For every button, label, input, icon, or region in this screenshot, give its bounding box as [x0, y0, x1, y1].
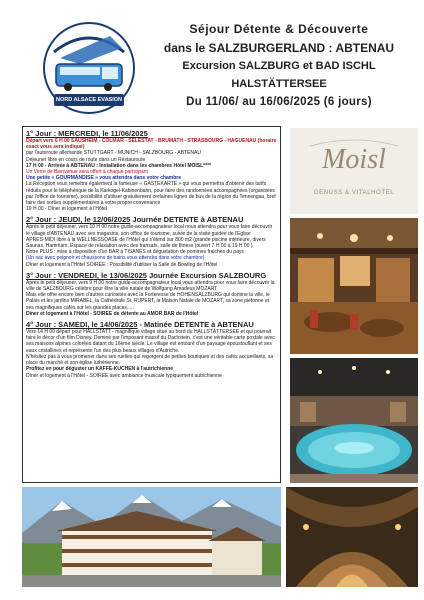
day3-p3: Dîner et logement à l'Hôtel - SOIREE de détente au AMOR BAR de l'Hôtel [26, 310, 199, 317]
day1-route: par l'autoroute allemande STUTTGART - MUNICH - SALZBOURG - ABTENAU [26, 150, 201, 157]
day4-p3: Profitez en pour déguster un KAFFE-KUCHEN à l'autrichienne [26, 366, 174, 373]
trip-header [140, 20, 418, 112]
hotel-lobby-photo [290, 218, 418, 354]
moisl-script: Moisl [322, 144, 386, 175]
day1-dinner: 19 H 00 - Dîner et logement à l'Hôtel [26, 206, 107, 213]
trip-lake: HALSTÄTTERSEE [231, 78, 327, 90]
hotel-moisl-logo [290, 128, 418, 214]
day2-p5: Dîner et logement à l'Hôtel SOIREE : Possibilité d'utiliser la Salle de Bowling de l'Hôtel [26, 261, 218, 268]
day2-p4: (Un sac avec peignoir et chaussons de bains vous attendra dans votre chambre) [26, 255, 205, 262]
trip-destination: dans le SALZBURGERLAND : ABTENAU [163, 41, 395, 55]
day4-p2: N'hésitez pas à vous promener dans ses ruelles qui regorgent de petites boutiques et des cafés accueillants, sa place du marché et son église luthérienne. [26, 353, 274, 367]
day1-lunch: Déjeuner libre en cours de route dans un Restauroute [26, 156, 146, 163]
day1-welcome: Un Verre de Bienvenue sera offert à chaque participant [26, 169, 148, 176]
day2-p1: Après le petit déjeuner, vers 10 H 00 notre guide-accompagnateur local nous attendra pour vous faire découvrir le village d'ABTENAU avec ses magasins, son office de tourisme, suivie de la visite guidée de l'Eglise [26, 224, 273, 237]
day4-p4: Dîner et logement à l'Hôtel - SOIREE avec ambiance musicale typiquement autrichienne [26, 372, 222, 379]
day3-title: 3° Jour : VENDREDI, le 13/06/2025 Journée Excursion SALZBOURG [26, 270, 267, 280]
day1-gourmandise: Une petite « GOURMANDISE » vous attendra dans votre chambre [26, 175, 182, 182]
logo-text: NORD ALSACE EVASION [55, 97, 122, 103]
program-box [22, 126, 281, 483]
day1-depart: Départ vers 6 H 00 SAUSHEIM - COLMAR - SELESTAT - BRUMATH - STRASBOURG - HAGUENAU (horaire exact vous sera indiqué) [26, 138, 277, 151]
moisl-tagline: GENUSS & VITALHOTEL [313, 190, 395, 196]
day3-p2: Mais elle offre encore bien d'autres curiosités avec la Forteresse de HOHENSALZBURG qui domine la ville, le Palais et les jardins MIRABEL, la Cathédrale St. RUPERT, la Maison Natale de MOZART, sa zone piétonne et ses magnifiques cafés sur les grandes places..... [26, 292, 270, 311]
day3-p1: Après le petit déjeuner, vers 9 H 00 notre guide-accompagnateur local vous attendra pour vous faire découvrir la ville de SALZBOURG célèbre pour être la ville natale de Wolfgang Amadeus MOZART [26, 279, 275, 293]
day2-p3: Notre PLUS : mise à disposition d'un BAR à TISANES et dégustation de pommes fraiches du pays [26, 249, 244, 256]
day1-title: 1° Jour : MERCREDI, le 11/06/2025 [26, 129, 148, 138]
day1-card: La Réception vous remettra également la fameuse « GÄSTEKARTE » qui vous permettra d'obtenir des tarifs réduits pour le téléphérique de la Karkogel-Kabinenbahn, pour faire des randonnées accompagnées (organisées par l'office de tourisme), possibilité d'utiliser gratuitement certaines lignes de bus de la région du Tennengau, bref faire des sorties supplémentaires à votre propre convenance [26, 181, 276, 207]
trip-title: Séjour Détente & Découverte [189, 22, 369, 36]
day4-p1: Vers 14 H 00 départ pour HALLSTATT - magnifique village situé au bord du HALLSTÄTTERSEE et qui pourrait faire le décor d'un film Disney. Dominé par l'imposant massif du Dachstein, c'est une véritable carte postale avec ses maisons alpines colorées datant du 16ème siècle. Le village est entouré d'un paysage époustouflant et ses eaux cristallines et représente l'un des plus beaux villages d'Autriche. [26, 329, 275, 354]
day2-p2: APRES-MIDI libre à la WELLNESSOASE de l'Hôtel qui s'étend sur 800 m2 (grande piscine intérieure, divers Saunas, Hammam, Espace de relaxation avec des transats, salle de fitness (ouvert 7 H 00 à 19 H 00 ) [26, 236, 266, 250]
trip-excursion: Excursion SALZBURG et BAD ISCHL [182, 60, 376, 72]
day1-arrival: 17 H 00 - Arrivée à ABTENAU : Installation dans les chambres Hôtel MOISL**** [26, 162, 211, 169]
day2-title: 2° Jour : JEUDI, le 12/06/2025 Journée DETENTE à ABTENAU [26, 215, 244, 225]
hotel-exterior-photo [22, 487, 281, 587]
hotel-pool-photo [290, 358, 418, 483]
trip-dates: Du 11/06/ au 16/06/2025 (6 jours) [186, 96, 372, 108]
hallstatt-cave-photo [286, 487, 418, 587]
company-logo [40, 18, 138, 118]
day4-title: 4° Jour : SAMEDI, le 14/06/2025 - Matinée DETENTE à ABTENAU [26, 320, 254, 330]
